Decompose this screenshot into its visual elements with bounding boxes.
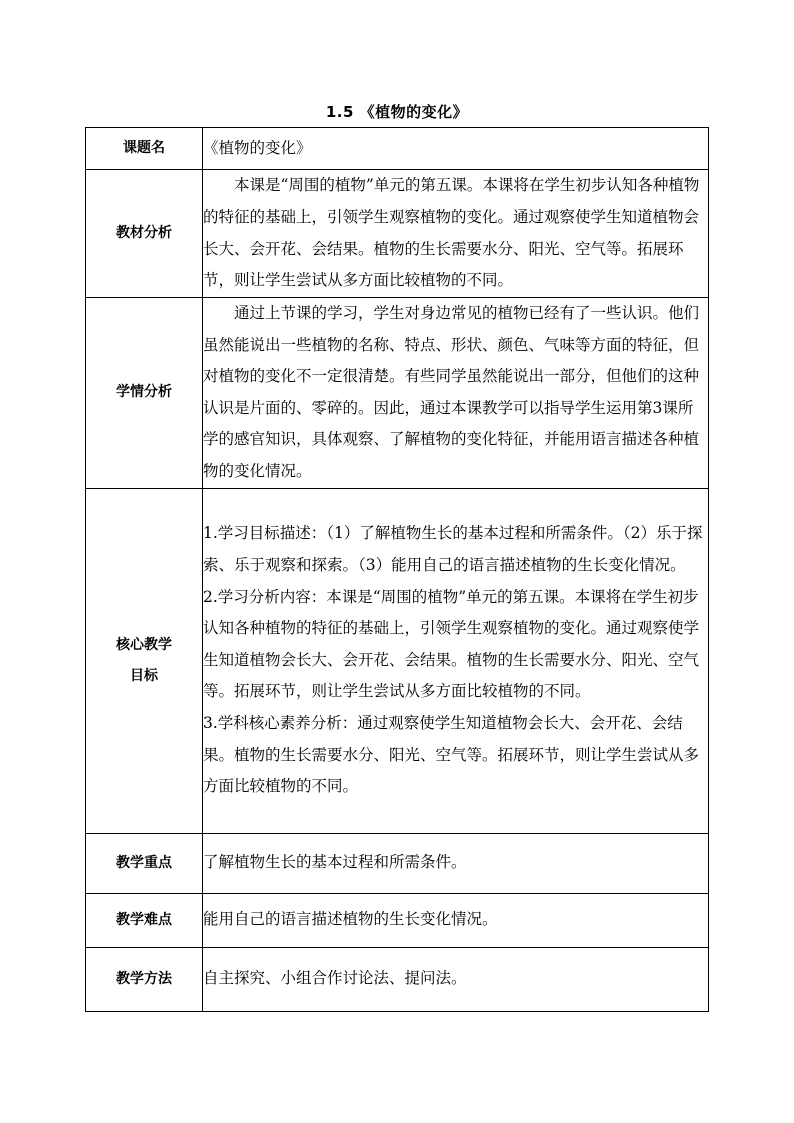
row-label-difficulties (86, 893, 203, 947)
content-paragraph: 本课是“周围的植物”单元的第五课。本课将在学生初步认知各种植物的特征的基础上，引领学生观察植物的变化。通过观察使学生知道植物会长大、会开花、会结果。植物的生长需要水分、阳光、空气等。拓展环节，则让学生尝试从多方面比较植物的不同。 (203, 176, 700, 290)
row-label-textbook-analysis (86, 170, 203, 298)
row-content-core-objectives (203, 488, 709, 833)
row-label-line: 课题名 (123, 140, 165, 156)
row-content-textbook-analysis (203, 170, 709, 298)
row-label-line: 教学方法 (116, 970, 172, 987)
row-label-student-analysis (86, 298, 203, 489)
row-content-student-analysis (203, 298, 709, 489)
lesson-plan-table (85, 127, 709, 1012)
content-paragraph: 2.学习分析内容：本课是“周围的植物”单元的第五课。本课将在学生初步认知各种植物的特征的基础上，引领学生观察植物的变化。通过观察使学生知道植物会长大、会开花、会结果。植物的生长需要水分、阳光、空气等。拓展环节，则让学生尝试从多方面比较植物的不同。 (203, 587, 700, 701)
row-label-line: 目标 (130, 667, 158, 684)
row-label-line: 教学重点 (116, 854, 172, 871)
row-label-line: 教材分析 (116, 225, 172, 241)
content-paragraph: 通过上节课的学习，学生对身边常见的植物已经有了一些认识。他们虽然能说出一些植物的名称、特点、形状、颜色、气味等方面的特征，但对植物的变化不一定很清楚。有些同学虽然能说出一部分，但他们的这种认识是片面的、零碎的。因此，通过本课教学可以指导学生运用第3课所学的感官知识，具体观察、了解植物的变化特征，并能用语言描述各种植物的变化情况。 (203, 304, 700, 480)
content-paragraph: 1.学习目标描述：（1）了解植物生长的基本过程和所需条件。（2）乐于探索、乐于观察和探索。（3）能用自己的语言描述植物的生长变化情况。 (203, 524, 703, 574)
table-row-student-analysis (86, 298, 709, 489)
row-content-methods (203, 947, 709, 1011)
row-label-line: 核心教学 (116, 636, 172, 653)
row-label-topic (86, 128, 203, 170)
row-content-difficulties (203, 893, 709, 947)
table-row-core-objectives (86, 488, 709, 833)
content-paragraph: 能用自己的语言描述植物的生长变化情况。 (203, 910, 498, 929)
row-content-topic (203, 128, 709, 170)
row-label-methods (86, 947, 203, 1011)
table-row-textbook-analysis (86, 170, 709, 298)
row-content-key-points (203, 833, 709, 893)
content-paragraph: 自主探究、小组合作讨论法、提问法。 (203, 969, 467, 988)
content-paragraph: 3.学科核心素养分析：通过观察使学生知道植物会长大、会开花、会结果。植物的生长需要水分、阳光、空气等。拓展环节，则让学生尝试从多方面比较植物的不同。 (203, 713, 700, 796)
row-label-line: 学情分析 (116, 384, 172, 401)
content-paragraph: 《植物的变化》 (203, 138, 312, 157)
table-row-difficulties (86, 893, 709, 947)
row-label-core-objectives (86, 488, 203, 833)
table-row-methods (86, 947, 709, 1011)
row-label-line: 教学难点 (116, 911, 172, 928)
table-row-key-points (86, 833, 709, 893)
row-label-key-points (86, 833, 203, 893)
content-paragraph: 了解植物生长的基本过程和所需条件。 (203, 853, 467, 872)
document-title: 1.5 《植物的变化》 (325, 103, 469, 121)
table-row-topic (86, 128, 709, 170)
